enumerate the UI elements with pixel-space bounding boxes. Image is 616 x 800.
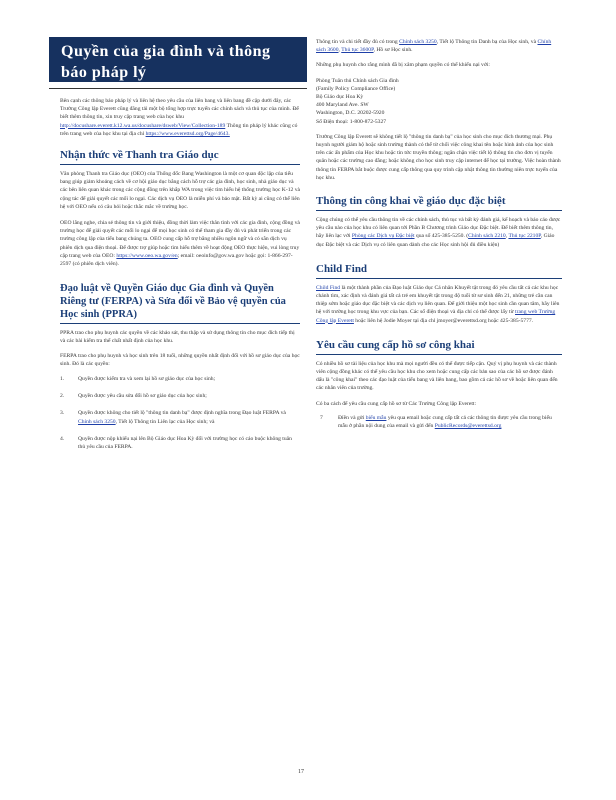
- everett-website-link[interactable]: trang web Trường Công lập Everett: [316, 309, 556, 324]
- title-banner: [49, 37, 307, 82]
- complaint-paragraph: Những phụ huynh cho rằng mình đã bị xâm phạm quyền có thể khiếu nại với:: [316, 62, 490, 69]
- childfind-link[interactable]: Child Find: [316, 284, 341, 291]
- fpco-address: Phòng Tuân thủ Chính sách Gia đình (Family Policy Compliance Office) Bộ Giáo dục Hoa Kỳ 400 Maryland Ave. SW Washington, D.C. 20202-5920 Số Điện thoại: 1-800-872-5327: [316, 77, 399, 125]
- left-column: [60, 97, 300, 451]
- childfind-rule: [316, 278, 562, 279]
- procedure-3600p-link[interactable]: Thủ tục 3600P: [341, 47, 374, 54]
- policy-3250-link[interactable]: Chính sách 3250: [78, 418, 116, 425]
- ferpa-details-paragraph: Thông tin và chi tiết đầy đủ có trong Chính sách 3250, Tiết lộ Thông tin Danh bạ của Học sinh, và Chính sách 3600, Thủ tục 3600P, Hồ sơ Học sinh.: [316, 39, 552, 54]
- title-rule: [49, 88, 307, 89]
- intro-paragraph: [60, 97, 300, 138]
- ospi-heading: Nhận thức về Thanh tra Giáo dục: [60, 149, 219, 162]
- records-paragraph-2: Có ba cách để yêu cầu cung cấp hồ sơ từ Các Trường Công lập Everett:: [316, 400, 477, 407]
- childfind-heading: Child Find: [316, 262, 368, 275]
- special-services-link[interactable]: Phòng các Dịch vụ Đặc biệt: [351, 233, 415, 240]
- page-number: 17: [298, 769, 304, 775]
- sped-rule: [316, 210, 562, 211]
- ferpa-paragraph-1: PPRA trao cho phụ huynh các quyền về các khảo sát, thu thập và sử dụng thông tin cho mục đích tiếp thị và các bài kiểm tra thể chất nhất định của học khu.: [60, 330, 295, 345]
- page-title: Quyền của gia đình và thông báo pháp lý: [61, 43, 271, 81]
- list-item: 3. Quyền được không cho tiết lộ "thông tin danh bạ" được định nghĩa trong Đạo luật FERPA và Chính sách 3250, Tiết lộ Thông tin Liên lạc của Học sinh; và: [60, 410, 286, 425]
- public-records-email-link[interactable]: PublicRecords@everettsd.org: [434, 423, 502, 430]
- directory-info-paragraph: Trường Công lập Everett sẽ không tiết lộ "thông tin danh bạ" của học sinh cho mục đích thương mại. Phụ huynh người giám hộ hoặc sinh trường thành có thể từ chối việc công khai tên hoặc hình ảnh của học sinh trên các ấn phẩm của Học khu hoặc tin tức truyền thông; ngăn chặn việc tiết lộ thông tin cho đơn vị tuyển quân hoặc các trường cao đẳng; hoặc không cho học sinh truy cập internet để học tại trường. Việc hoàn thành thông tin FERPA bắt buộc được cung cấp thông qua quy trình cập nhật thông tin thường niên trực tuyến của học khu.: [316, 133, 561, 181]
- ferpa-rights-list: [60, 375, 300, 451]
- ferpa-rule: [60, 323, 300, 324]
- policy-3250-link-2[interactable]: Chính sách 3250: [399, 39, 437, 45]
- list-item: 4. Quyền được nộp khiếu nại lên Bộ Giáo dục Hoa Kỳ đối với trường học có cáo buộc không tuân thủ yêu cầu của FERPA.: [60, 435, 292, 451]
- ospi-paragraph-1: Văn phòng Thanh tra Giáo dục (OEO) của Thống đốc Bang Washington là một cơ quan độc lập của tiểu bang giúp giảm khoảng cách về cơ hội giáo dục bằng cách hỗ trợ các gia đình, học sinh, nhà giáo dục và các bên liên quan khác trong các cộng đồng trên khắp WA trong việc tìm hiểu hệ thống trường học K-12 và cộng tác để giải quyết các mối lo ngại. Các dịch vụ OEO là miễn phí và bảo mật. Bất kỳ ai cũng có thể liên hệ với OEO nếu có câu hỏi hoặc thắc mắc về trường học.: [60, 171, 300, 210]
- ospi-text-2: OEO lắng nghe, chia sẻ thông tin và giới thiệu, đồng thời làm việc thân tình với các gia đình, cộng đồng và trường học để giải quyết các mối lo ngại để mọi học sinh có thể tham gia đầy đủ và phát triển trong các trường công lập của tiểu bang chúng ta. OEO cung cấp hỗ trợ bằng nhiều ngôn ngữ và có sẵn dịch vụ phiên dịch qua điện thoại. Để được trợ giúp hoặc tìm hiểu thêm về hoạt động OEO thực hiện, vui lòng truy cập trang web của OEO:: [60, 220, 300, 259]
- intro-text-2: Thông tin pháp lý khác cũng có trên trang web của học khu tại địa chỉ: [60, 122, 298, 137]
- bullet-marker: 7: [320, 414, 323, 421]
- list-item: 1. Quyền được kiểm tra và xem lại hồ sơ giáo dục của học sinh;: [60, 376, 216, 383]
- policy-3600-link[interactable]: Chính sách 3600: [316, 39, 552, 54]
- oeo-link[interactable]: https://www.oeo.wa.gov/en: [116, 252, 178, 259]
- list-item: 2. Quyền được yêu cầu sửa đổi hồ sơ giáo dục của học sinh;: [60, 393, 207, 400]
- sped-paragraph: Cộng chúng có thể yêu cầu thông tin về các chính sách, thủ tục và bất kỳ đánh giá, kế hoạch và báo cáo được yêu cầu nào của học khu có liên quan tới Phần B Chương trình Giáo dục Đặc biệt. Để biết thêm thông tin, hãy liên lạc với Phòng các Dịch vụ Đặc biệt qua số 425-385-5250. (Chính sách 2210, Thủ tục 2210P, Giáo dục Đặc biệt và các Dịch vụ có liên quan dành cho các Học sinh hội đủ điều kiện): [316, 217, 561, 248]
- ospi-rule: [60, 164, 300, 165]
- intro-link-docushare[interactable]: http://docushare.everett.k12.wa.us/docushare/dsweb/View/Collection-189: [60, 122, 226, 129]
- intro-link-legal[interactable]: https://www.everettsd.org/Page/4643.: [145, 130, 230, 137]
- childfind-paragraph: Child Find là một thành phần của Đạo luật Giáo dục Cá nhân Khuyết tật trong đó yêu cầu tất cả các khu học chánh tìm, xác định và đánh giá tất cả trẻ em khuyết tật trong độ tuổi từ sơ sinh đến 21, những trẻ cần can thiệp sớm hoặc giáo dục đặc biệt và các dịch vụ liên quan. Để giới thiệu một học sinh cần quan tâm, hãy liên hệ với trường học trong khu vực của bạn. Các số điện thoại và địa chỉ có thể được lấy từ trang web Trường Công lập Everett hoặc liên hệ Jodie Moyer tại địa chỉ jmoyer@everettsd.org hoặc 425-385-5777.: [316, 284, 560, 324]
- records-bullet: [316, 414, 562, 430]
- ospi-paragraph-2: [60, 219, 300, 268]
- policy-2210-link[interactable]: Chính sách 2210: [468, 233, 506, 240]
- intro-text: Bên cạnh các thông báo pháp lý và liên hệ theo yêu cầu của liên bang và liên bang đề cập dưới đây, các Trường Công lập Everett cũng đăng tải một bộ tổng hợp trực tuyến các chính sách và thủ tục của mình. Để biết thêm thông tin, xin truy cập trang web của học khu: [60, 98, 299, 121]
- records-rule: [316, 354, 562, 355]
- records-paragraph-1: Có nhiều hồ sơ tài liệu của học khu mà mọi người đều có thể được tiếp cận. Quý vị phụ huynh và các thành viên cộng đồng khác có thể yêu cầu học khu cho xem hoặc cung cấp các bản sao của các hồ sơ được đánh dấu là "công khai" theo các đạo luật của tiểu bang và liên bang, bao gồm cả các hồ sơ về hoặc liên quan đến các nhân viên của trường.: [316, 360, 558, 392]
- ospi-text-3: ; email: oeoinfo@gov.wa.gov hoặc gọi: 1-866-297-2597 (có phiên dịch viên).: [60, 252, 293, 268]
- ferpa-heading: Đạo luật về Quyền Giáo dục Gia đình và Quyền Riêng tư (FERPA) và Sửa đổi về Bảo vệ quyền của Học sinh (PPRA): [60, 283, 286, 321]
- sped-heading: Thông tin công khai về giáo dục đặc biệt: [316, 195, 506, 208]
- records-heading: Yêu cầu cung cấp hồ sơ công khai: [316, 338, 475, 351]
- right-column: [316, 38, 562, 430]
- ferpa-paragraph-2: FERPA trao cho phụ huynh và học sinh trên 18 tuổi, những quyền nhất định đối với hồ sơ giáo dục của học sinh. Đó là các quyền:: [60, 352, 300, 367]
- procedure-2210p-link[interactable]: Thủ tục 2210P: [508, 233, 541, 240]
- request-form-link[interactable]: biểu mẫu: [365, 414, 387, 421]
- records-bullet-text: Điền và gửi biểu mẫu yêu qua email hoặc cung cấp tất cả các thông tin được yêu cầu trong biểu mẫu ở phần nội dung của email và gửi đến PublicRecords@everettsd.org: [338, 414, 552, 430]
